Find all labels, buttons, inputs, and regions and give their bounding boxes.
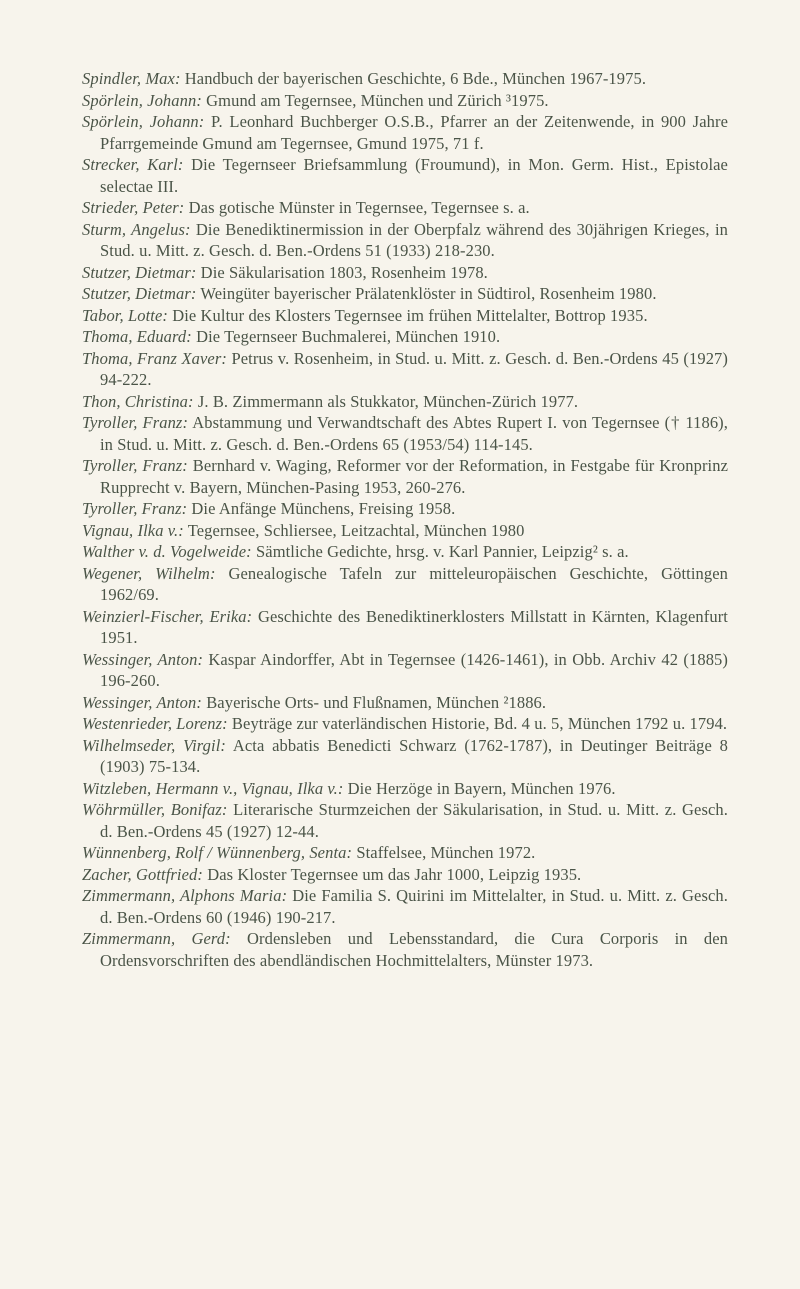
entry-text: Die Tegernseer Buchmalerei, München 1910. [191, 327, 501, 346]
bibliography-entry [82, 219, 728, 262]
bibliography-entry [82, 154, 728, 197]
entry-text: Das gotische Münster in Tegernsee, Tegernsee s. a. [184, 198, 530, 217]
entry-text: Staffelsee, München 1972. [352, 843, 536, 862]
entry-text: Die Tegernseer Briefsammlung (Froumund), in Mon. Germ. Hist., Epistolae selectae III. [100, 155, 728, 196]
entry-author: Witzleben, Hermann v., Vignau, Ilka v.: [82, 778, 344, 798]
entry-author: Wessinger, Anton: [82, 692, 202, 712]
entry-text: Geschichte des Benediktinerklosters Millstatt in Kärnten, Klagenfurt 1951. [100, 606, 728, 647]
entry-author: Spörlein, Johann: [82, 112, 205, 131]
entry-author: Wegener, Wilhelm: [82, 563, 216, 583]
entry-author: Thon, Christina: [82, 391, 194, 411]
entry-text: Kaspar Aindorffer, Abt in Tegernsee (1426-1461), in Obb. Archiv 42 (1885) 196-260. [100, 649, 728, 690]
bibliography-entry [82, 412, 728, 455]
entry-text: J. B. Zimmermann als Stukkator, München-Zürich 1977. [193, 391, 579, 411]
bibliography-entry [82, 68, 728, 90]
entry-text: Tegernsee, Schliersee, Leitzachtal, München 1980 [183, 520, 525, 540]
bibliography-entry [82, 283, 728, 305]
entry-text: Acta abbatis Benedicti Schwarz (1762-1787), in Deutinger Beiträge 8 (1903) 75-134. [100, 735, 728, 776]
entry-author: Tyroller, Franz: [82, 413, 189, 432]
entry-author: Walther v. d. Vogelweide: [82, 542, 252, 561]
entry-author: Wessinger, Anton: [82, 649, 204, 669]
entry-text: Die Anfänge Münchens, Freising 1958. [187, 499, 456, 518]
bibliography-entry [82, 799, 728, 842]
bibliography-entry [82, 262, 728, 284]
entry-author: Spindler, Max: [82, 69, 181, 88]
entry-author: Strieder, Peter: [82, 198, 185, 217]
entry-author: Westenrieder, Lorenz: [82, 714, 228, 733]
bibliography-entry [82, 606, 728, 649]
entry-text: Beyträge zur vaterländischen Historie, Bd. 4 u. 5, München 1792 u. 1794. [227, 714, 728, 733]
entry-author: Wöhrmüller, Bonifaz: [82, 800, 228, 819]
entry-author: Stutzer, Dietmar: [82, 262, 197, 282]
bibliography-entry [82, 713, 728, 735]
bibliography-entry [82, 305, 728, 327]
entry-text: Gmund am Tegernsee, München und Zürich ³1975. [201, 90, 549, 110]
entry-author: Wilhelmseder, Virgil: [82, 735, 226, 755]
entry-author: Tyroller, Franz: [82, 499, 188, 518]
entry-text: Die Familia S. Quirini im Mittelalter, in Stud. u. Mitt. z. Gesch. d. Ben.-Ordens 60 (1946) 190-217. [100, 886, 728, 927]
entry-author: Zimmermann, Gerd: [82, 929, 231, 948]
entry-author: Weinzierl-Fischer, Erika: [82, 606, 253, 626]
bibliography-entry [82, 928, 728, 971]
entry-text: Genealogische Tafeln zur mitteleuropäischen Geschichte, Göttingen 1962/69. [100, 563, 728, 604]
bibliography-entry [82, 455, 728, 498]
bibliography-entry [82, 885, 728, 928]
bibliography-entry [82, 649, 728, 692]
entry-author: Sturm, Angelus: [82, 219, 191, 239]
entry-author: Thoma, Franz Xaver: [82, 348, 227, 368]
bibliography [82, 68, 728, 971]
entry-author: Stutzer, Dietmar: [82, 284, 197, 303]
bibliography-entry [82, 90, 728, 112]
entry-author: Wünnenberg, Rolf / Wünnenberg, Senta: [82, 843, 353, 862]
entry-text: Die Säkularisation 1803, Rosenheim 1978. [196, 262, 488, 282]
entry-author: Vignau, Ilka v.: [82, 520, 184, 540]
bibliography-entry [82, 197, 728, 219]
bibliography-entry [82, 348, 728, 391]
bibliography-entry [82, 520, 728, 542]
entry-author: Spörlein, Johann: [82, 90, 202, 110]
entry-text: Weingüter bayerischer Prälatenklöster in Südtirol, Rosenheim 1980. [196, 284, 657, 303]
bibliography-entry [82, 111, 728, 154]
entry-text: Sämtliche Gedichte, hrsg. v. Karl Pannier, Leipzig² s. a. [251, 542, 629, 561]
entry-text: Literarische Sturmzeichen der Säkularisation, in Stud. u. Mitt. z. Gesch. d. Ben.-Ordens 45 (1927) 12-44. [100, 800, 728, 841]
entry-text: Ordensleben und Lebensstandard, die Cura Corporis in den Ordensvorschriften des abendländischen Hochmittelalters, Münster 1973. [100, 929, 728, 970]
entry-text: Die Kultur des Klosters Tegernsee im frühen Mittelalter, Bottrop 1935. [167, 305, 648, 325]
entry-author: Zacher, Gottfried: [82, 864, 203, 884]
bibliography-entry [82, 541, 728, 563]
bibliography-entry [82, 498, 728, 520]
bibliography-entry [82, 692, 728, 714]
bibliography-entry [82, 735, 728, 778]
bibliography-entry [82, 842, 728, 864]
entry-text: Bernhard v. Waging, Reformer vor der Reformation, in Festgabe für Kronprinz Rupprecht v. Bayern, München-Pasing 1953, 260-276. [100, 456, 728, 497]
entry-author: Tyroller, Franz: [82, 456, 188, 475]
entry-text: Abstammung und Verwandtschaft des Abtes Rupert I. von Tegernsee († 1186), in Stud. u. Mitt. z. Gesch. d. Ben.-Ordens 65 (1953/54) 114-145. [100, 413, 728, 454]
entry-author: Tabor, Lotte: [82, 305, 168, 325]
bibliography-entry [82, 391, 728, 413]
bibliography-entry [82, 778, 728, 800]
entry-author: Zimmermann, Alphons Maria: [82, 886, 288, 905]
entry-text: Bayerische Orts- und Flußnamen, München ²1886. [201, 692, 547, 712]
entry-author: Strecker, Karl: [82, 155, 184, 174]
entry-text: Die Benediktinermission in der Oberpfalz während des 30jährigen Krieges, in Stud. u. Mitt. z. Gesch. d. Ben.-Ordens 51 (1933) 218-230. [100, 219, 728, 260]
bibliography-entry [82, 864, 728, 886]
entry-text: Die Herzöge in Bayern, München 1976. [343, 778, 616, 798]
bibliography-page [82, 68, 728, 971]
entry-text: Handbuch der bayerischen Geschichte, 6 Bde., München 1967-1975. [180, 69, 647, 88]
entry-author: Thoma, Eduard: [82, 327, 192, 346]
bibliography-entry [82, 326, 728, 348]
entry-text: P. Leonhard Buchberger O.S.B., Pfarrer an der Zeitenwende, in 900 Jahre Pfarrgemeinde Gmund am Tegernsee, Gmund 1975, 71 f. [100, 112, 728, 153]
entry-text: Das Kloster Tegernsee um das Jahr 1000, Leipzig 1935. [202, 864, 582, 884]
bibliography-entry [82, 563, 728, 606]
entry-text: Petrus v. Rosenheim, in Stud. u. Mitt. z. Gesch. d. Ben.-Ordens 45 (1927) 94-222. [100, 348, 728, 389]
